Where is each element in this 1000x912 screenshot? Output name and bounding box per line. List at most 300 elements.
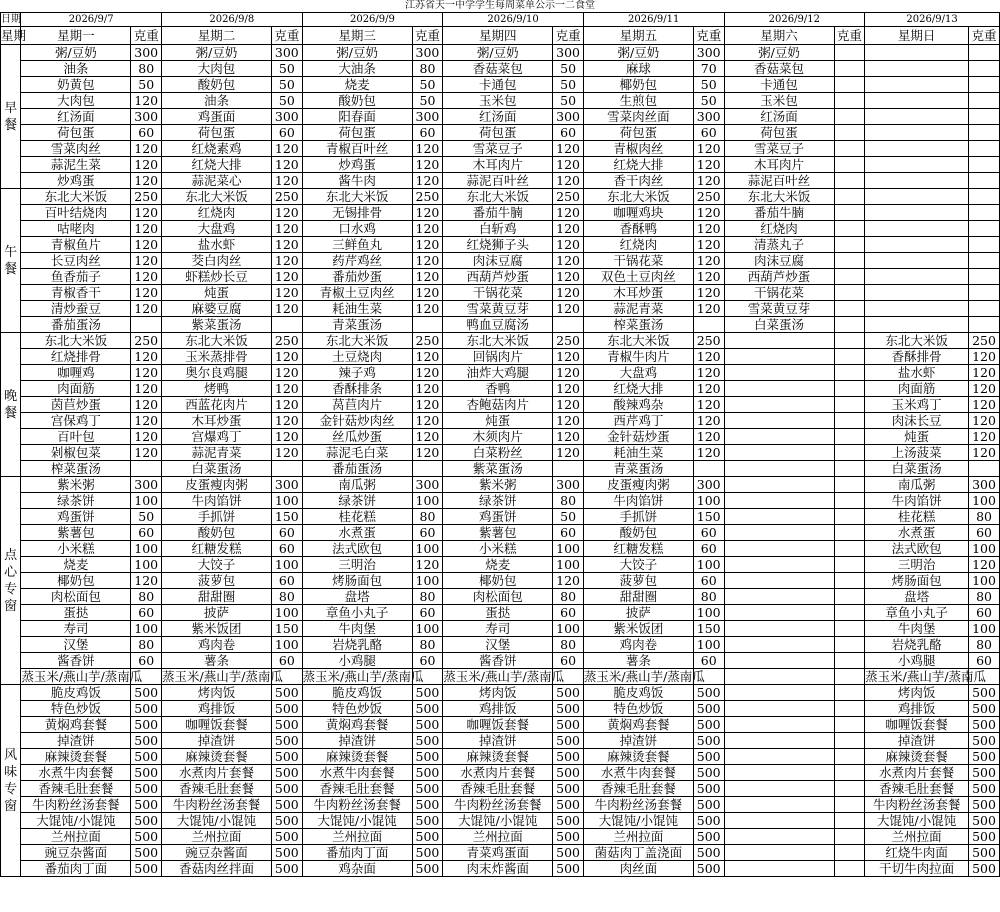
weight-cell: 80 [969, 509, 1000, 525]
dish-cell: 青椒百叶丝 [302, 141, 412, 157]
dish-cell: 香干肉丝 [583, 173, 693, 189]
dish-cell: 小鸡腿 [302, 653, 412, 669]
dish-cell: 香酥排骨 [865, 349, 969, 365]
dish-cell: 剁椒包菜 [21, 445, 131, 461]
weight-cell [969, 93, 1000, 109]
weight-cell: 50 [553, 61, 584, 77]
weight-cell: 100 [131, 541, 162, 557]
weight-cell: 500 [553, 717, 584, 733]
dish-cell: 茭白肉丝 [162, 253, 272, 269]
weight-cell [834, 269, 865, 285]
dish-cell: 干锅花菜 [443, 285, 553, 301]
dish-cell [724, 717, 834, 733]
dish-cell: 寿司 [443, 621, 553, 637]
dish-cell [865, 141, 969, 157]
weight-cell: 80 [693, 589, 724, 605]
dish-cell: 肉末炸酱面 [443, 861, 553, 877]
weight-cell: 100 [412, 573, 443, 589]
dish-cell: 茵苣炒蛋 [21, 397, 131, 413]
dish-cell: 雪菜肉丝面 [583, 109, 693, 125]
dish-cell: 口水鸡 [302, 221, 412, 237]
weight-cell: 500 [693, 685, 724, 701]
weight-cell [834, 605, 865, 621]
weight-cell: 60 [969, 653, 1000, 669]
weight-cell: 80 [553, 637, 584, 653]
weight-cell: 50 [553, 77, 584, 93]
dish-cell: 干锅花菜 [583, 253, 693, 269]
weight-cell: 500 [553, 733, 584, 749]
menu-row [1, 845, 1000, 861]
weight-cell: 120 [131, 285, 162, 301]
dish-cell [724, 829, 834, 845]
dish-cell [865, 253, 969, 269]
weight-cell: 100 [412, 541, 443, 557]
dish-cell: 荷包蛋 [583, 125, 693, 141]
dish-cell: 东北大米饭 [583, 189, 693, 205]
weight-cell: 500 [131, 861, 162, 877]
weight-cell: 60 [272, 541, 303, 557]
menu-row [1, 253, 1000, 269]
weight-cell: 120 [412, 205, 443, 221]
dish-cell: 回锅肉片 [443, 349, 553, 365]
weight-cell: 120 [693, 221, 724, 237]
dish-cell: 兰州拉面 [583, 829, 693, 845]
weight-cell [834, 797, 865, 813]
weight-cell [834, 765, 865, 781]
menu-row [1, 861, 1000, 877]
dish-cell: 牛肉粉丝汤套餐 [162, 797, 272, 813]
dish-cell: 香鸭 [443, 381, 553, 397]
menu-row [1, 285, 1000, 301]
dish-cell: 水煮蛋 [302, 525, 412, 541]
dish-cell: 白菜蛋汤 [724, 317, 834, 333]
weight-cell: 120 [272, 141, 303, 157]
weight-cell: 120 [131, 349, 162, 365]
dish-cell: 青菜鸡蛋面 [443, 845, 553, 861]
dish-cell [865, 205, 969, 221]
weight-cell: 250 [412, 189, 443, 205]
dish-cell: 水煮牛肉套餐 [302, 765, 412, 781]
weight-cell [553, 461, 584, 477]
weight-cell [272, 461, 303, 477]
weight-cell [834, 861, 865, 877]
weight-cell: 120 [693, 157, 724, 173]
weekday-cell: 星期日 [865, 27, 969, 45]
weight-header: 克重 [693, 27, 724, 45]
dish-cell: 兰州拉面 [302, 829, 412, 845]
weight-cell: 60 [553, 125, 584, 141]
dish-cell: 甜甜圈 [162, 589, 272, 605]
dish-cell: 麻辣烫套餐 [162, 749, 272, 765]
menu-row [1, 221, 1000, 237]
dish-cell [724, 349, 834, 365]
dish-cell: 鸡蛋饼 [443, 509, 553, 525]
dish-cell: 干锅花菜 [724, 285, 834, 301]
weight-cell: 500 [131, 717, 162, 733]
weight-cell: 120 [131, 381, 162, 397]
dish-cell: 荷包蛋 [21, 125, 131, 141]
menu-row [1, 637, 1000, 653]
dish-cell: 兰州拉面 [443, 829, 553, 845]
dish-cell: 水煮肉片套餐 [162, 765, 272, 781]
dish-cell: 肉面筋 [21, 381, 131, 397]
weight-cell: 500 [693, 829, 724, 845]
weight-cell [969, 77, 1000, 93]
weight-cell: 300 [553, 477, 584, 493]
weight-cell: 120 [969, 349, 1000, 365]
dish-cell: 香辣毛肚套餐 [21, 781, 131, 797]
weight-cell [969, 173, 1000, 189]
weight-cell: 60 [131, 525, 162, 541]
weight-cell: 500 [272, 813, 303, 829]
weight-cell [834, 253, 865, 269]
dish-cell: 肉丝面 [583, 861, 693, 877]
weight-cell: 500 [693, 797, 724, 813]
weight-cell: 120 [969, 557, 1000, 573]
weight-cell: 100 [131, 493, 162, 509]
weight-cell: 60 [693, 573, 724, 589]
dish-cell: 东北大米饭 [865, 333, 969, 349]
dish-cell: 酱牛肉 [302, 173, 412, 189]
weekday-cell: 星期三 [302, 27, 412, 45]
weight-cell: 120 [131, 253, 162, 269]
dish-cell: 百叶包 [21, 429, 131, 445]
weight-cell: 500 [412, 749, 443, 765]
dish-cell: 粥/豆奶 [162, 45, 272, 61]
weekday-cell: 星期六 [724, 27, 834, 45]
weight-cell: 500 [553, 797, 584, 813]
dish-cell: 香菇菜包 [724, 61, 834, 77]
dish-cell: 大盘鸡 [583, 365, 693, 381]
dish-cell: 桂花糕 [302, 509, 412, 525]
weight-cell: 120 [553, 221, 584, 237]
weight-header: 克重 [969, 27, 1000, 45]
dish-cell: 东北大米饭 [162, 333, 272, 349]
weight-cell: 500 [272, 797, 303, 813]
weight-cell: 500 [693, 813, 724, 829]
weight-cell: 60 [553, 653, 584, 669]
dish-cell: 东北大米饭 [724, 189, 834, 205]
weight-cell: 100 [412, 621, 443, 637]
weight-cell [834, 653, 865, 669]
dish-cell: 咖喱饭套餐 [443, 717, 553, 733]
weight-cell: 120 [412, 141, 443, 157]
weight-cell: 300 [693, 45, 724, 61]
menu-row [1, 61, 1000, 77]
weight-cell: 100 [131, 557, 162, 573]
weight-cell: 120 [412, 557, 443, 573]
weight-cell [834, 445, 865, 461]
weight-cell: 80 [412, 61, 443, 77]
dish-cell: 干切牛肉拉面 [865, 861, 969, 877]
dish-cell: 东北大米饭 [583, 333, 693, 349]
weight-cell: 120 [553, 365, 584, 381]
dish-cell: 鸡肉卷 [162, 637, 272, 653]
dish-cell: 菌菇肉丁盖浇面 [583, 845, 693, 861]
date-cell: 2026/9/7 [21, 13, 162, 27]
meal-label: 晚餐 [1, 333, 21, 477]
dish-cell: 大盘鸡 [162, 221, 272, 237]
dish-cell: 荷包蛋 [162, 125, 272, 141]
weight-cell: 500 [131, 765, 162, 781]
dish-cell: 肉松面包 [443, 589, 553, 605]
dish-cell [724, 685, 834, 701]
weight-cell: 500 [131, 781, 162, 797]
dish-cell [865, 125, 969, 141]
dish-cell: 章鱼小丸子 [302, 605, 412, 621]
dish-cell: 玉米鸡丁 [865, 397, 969, 413]
dish-cell: 大馄饨/小馄饨 [865, 813, 969, 829]
dish-cell: 汉堡 [443, 637, 553, 653]
dish-cell: 薯条 [583, 653, 693, 669]
weight-cell [834, 589, 865, 605]
menu-row [1, 429, 1000, 445]
dish-cell [724, 525, 834, 541]
dish-cell [724, 413, 834, 429]
dish-cell [724, 845, 834, 861]
dish-cell: 木耳肉片 [724, 157, 834, 173]
menu-row [1, 621, 1000, 637]
dish-cell: 小米糕 [21, 541, 131, 557]
dish-cell: 木须肉片 [443, 429, 553, 445]
weight-cell: 120 [131, 141, 162, 157]
weekday-cell: 星期四 [443, 27, 553, 45]
dish-cell: 咖喱鸡 [21, 365, 131, 381]
dish-cell: 番茄牛腩 [724, 205, 834, 221]
dish-cell: 番茄蛋汤 [302, 461, 412, 477]
weight-cell [834, 845, 865, 861]
page-title: 江苏省天一中学学生每周菜单公示一二食堂 [405, 0, 595, 11]
weight-cell: 60 [131, 653, 162, 669]
dish-cell: 红烧大排 [583, 157, 693, 173]
dish-cell [724, 797, 834, 813]
dish-cell [865, 77, 969, 93]
weight-cell [969, 125, 1000, 141]
dish-cell: 桂花糕 [865, 509, 969, 525]
dish-cell: 蒸玉米/燕山芋/蒸南瓜 [302, 669, 424, 684]
dish-cell: 手抓饼 [583, 509, 693, 525]
weight-cell: 300 [131, 109, 162, 125]
dish-cell: 牛肉粉丝汤套餐 [302, 797, 412, 813]
dish-cell: 大饺子 [162, 557, 272, 573]
weight-cell: 120 [272, 269, 303, 285]
weight-cell: 120 [272, 285, 303, 301]
dish-cell: 豌豆杂酱面 [162, 845, 272, 861]
dish-cell: 清炒蚕豆 [21, 301, 131, 317]
title-row [1, 0, 1000, 13]
weight-cell: 120 [131, 205, 162, 221]
weight-cell: 120 [553, 205, 584, 221]
dish-cell: 大馄饨/小馄饨 [21, 813, 131, 829]
dish-cell [865, 285, 969, 301]
dish-cell [724, 749, 834, 765]
weight-cell [834, 381, 865, 397]
weight-cell: 120 [272, 349, 303, 365]
dish-cell: 粥/豆奶 [583, 45, 693, 61]
dish-cell [865, 157, 969, 173]
weight-cell: 120 [412, 381, 443, 397]
weight-cell [834, 333, 865, 349]
dish-cell: 鸡排饭 [162, 701, 272, 717]
weight-cell [412, 461, 443, 477]
dish-cell: 鱼香茄子 [21, 269, 131, 285]
dish-cell [724, 333, 834, 349]
dish-cell [724, 813, 834, 829]
dish-cell [724, 765, 834, 781]
weight-cell: 120 [553, 445, 584, 461]
date-label: 日期 [1, 14, 21, 25]
dish-cell: 油炸大鸡腿 [443, 365, 553, 381]
weight-header: 克重 [131, 27, 162, 45]
weight-cell [834, 141, 865, 157]
dish-cell: 东北大米饭 [162, 189, 272, 205]
dish-cell: 东北大米饭 [443, 189, 553, 205]
weight-cell: 60 [693, 653, 724, 669]
dish-cell: 番茄肉丁面 [21, 861, 131, 877]
weight-cell: 60 [412, 125, 443, 141]
weight-cell [834, 509, 865, 525]
weight-cell: 120 [131, 221, 162, 237]
weight-cell [553, 317, 584, 333]
weight-cell [834, 637, 865, 653]
weight-cell: 300 [131, 45, 162, 61]
weight-cell [834, 317, 865, 333]
dish-cell: 大肉包 [162, 61, 272, 77]
dish-cell: 西芹鸡丁 [583, 413, 693, 429]
meal-label: 风味专窗 [1, 685, 21, 877]
dish-cell: 鸡肉卷 [583, 637, 693, 653]
dish-cell: 脆皮鸡饭 [302, 685, 412, 701]
dish-cell: 东北大米饭 [443, 333, 553, 349]
weight-cell: 120 [553, 157, 584, 173]
weight-cell: 500 [131, 701, 162, 717]
weight-cell: 500 [553, 685, 584, 701]
weight-cell [834, 157, 865, 173]
weight-cell: 120 [693, 205, 724, 221]
dish-cell: 清蒸丸子 [724, 237, 834, 253]
date-cell: 2026/9/9 [302, 13, 443, 27]
dish-cell: 烤肉饭 [865, 685, 969, 701]
dish-cell: 大馄饨/小馄饨 [302, 813, 412, 829]
menu-row [1, 157, 1000, 173]
dish-cell: 掉渣饼 [865, 733, 969, 749]
menu-row [1, 541, 1000, 557]
weight-cell: 60 [272, 525, 303, 541]
weight-cell [834, 205, 865, 221]
dish-cell: 荷包蛋 [724, 125, 834, 141]
dish-cell: 丝瓜炒蛋 [302, 429, 412, 445]
dish-cell [724, 541, 834, 557]
dish-cell: 香菇肉丝拌面 [162, 861, 272, 877]
dish-cell: 麻辣烫套餐 [443, 749, 553, 765]
dish-cell: 盐水虾 [162, 237, 272, 253]
dish-cell: 番茄牛腩 [443, 205, 553, 221]
dish-cell: 粥/豆奶 [302, 45, 412, 61]
dish-cell: 香辣毛肚套餐 [443, 781, 553, 797]
weight-cell: 120 [969, 397, 1000, 413]
dish-cell: 青椒肉丝 [583, 141, 693, 157]
weight-cell [693, 317, 724, 333]
dish-cell [865, 237, 969, 253]
dish-cell: 掉渣饼 [443, 733, 553, 749]
dish-cell: 荷包蛋 [302, 125, 412, 141]
weight-cell: 300 [553, 109, 584, 125]
dish-cell: 鸡杂面 [302, 861, 412, 877]
weight-cell: 80 [131, 637, 162, 653]
dish-cell: 法式欧包 [865, 541, 969, 557]
dish-cell: 蒜泥百叶丝 [443, 173, 553, 189]
weight-cell: 500 [412, 685, 443, 701]
weight-cell: 120 [272, 237, 303, 253]
weight-cell [834, 61, 865, 77]
weight-cell [969, 221, 1000, 237]
weight-cell: 50 [272, 61, 303, 77]
dish-cell: 兰州拉面 [21, 829, 131, 845]
weight-cell [834, 701, 865, 717]
dish-cell: 烤肉饭 [443, 685, 553, 701]
dish-cell: 粥/豆奶 [724, 45, 834, 61]
dish-cell: 麻球 [583, 61, 693, 77]
menu-row [1, 765, 1000, 781]
weight-cell: 120 [272, 253, 303, 269]
weight-cell [834, 93, 865, 109]
weight-cell: 120 [131, 429, 162, 445]
dish-cell: 蒜泥菜心 [162, 173, 272, 189]
dish-cell: 粥/豆奶 [443, 45, 553, 61]
dish-cell: 麻辣烫套餐 [583, 749, 693, 765]
dish-cell: 榨菜蛋汤 [21, 461, 131, 477]
dish-cell: 红糖发糕 [583, 541, 693, 557]
dish-cell: 紫米粥 [21, 477, 131, 493]
weight-cell: 120 [693, 429, 724, 445]
weight-cell: 120 [272, 301, 303, 317]
weight-cell [969, 285, 1000, 301]
menu-row [1, 669, 1000, 685]
weight-cell: 500 [412, 797, 443, 813]
dish-cell: 鸭血豆腐汤 [443, 317, 553, 333]
weight-cell [834, 173, 865, 189]
dish-cell: 紫薯包 [21, 525, 131, 541]
dish-cell: 烤鸭 [162, 381, 272, 397]
dish-cell: 香辣毛肚套餐 [865, 781, 969, 797]
dish-cell: 三明治 [865, 557, 969, 573]
dish-cell: 紫菜蛋汤 [162, 317, 272, 333]
dish-cell: 西葫芦炒蛋 [724, 269, 834, 285]
weight-cell [834, 717, 865, 733]
weight-cell [834, 413, 865, 429]
weight-cell [834, 125, 865, 141]
dish-cell: 金针菇炒蛋 [583, 429, 693, 445]
dish-cell: 脆皮鸡饭 [583, 685, 693, 701]
menu-row [1, 701, 1000, 717]
weight-cell: 500 [131, 845, 162, 861]
weight-cell: 120 [553, 429, 584, 445]
weight-cell: 500 [553, 813, 584, 829]
weight-cell: 60 [693, 541, 724, 557]
weight-cell [969, 45, 1000, 61]
dish-cell: 西蓝花肉片 [162, 397, 272, 413]
weight-cell: 250 [272, 189, 303, 205]
dish-cell: 水煮牛肉套餐 [21, 765, 131, 781]
weekday-cell: 星期一 [21, 27, 131, 45]
weight-header: 克重 [272, 27, 303, 45]
dish-cell: 青椒牛肉片 [583, 349, 693, 365]
dish-cell: 肉面筋 [865, 381, 969, 397]
dish-cell: 玉米包 [443, 93, 553, 109]
weight-cell: 120 [131, 413, 162, 429]
weight-cell: 250 [412, 333, 443, 349]
weight-cell: 120 [693, 365, 724, 381]
